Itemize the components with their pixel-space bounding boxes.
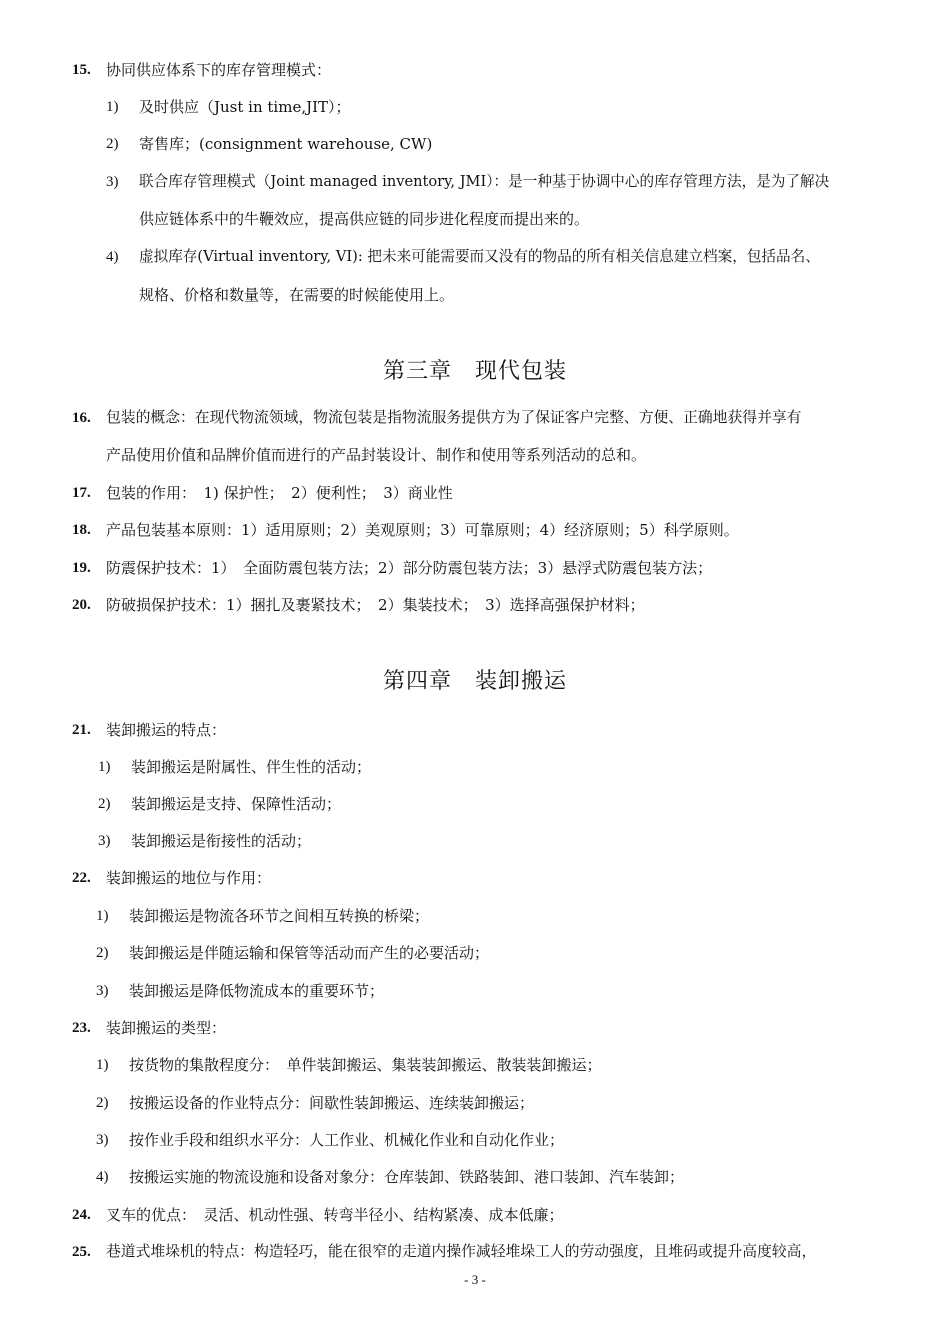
- sub-number: 1): [96, 1057, 109, 1073]
- item-text: 叉车的优点： 灵活、机动性强、转弯半径小、结构紧凑、成本低廉；: [106, 1206, 564, 1224]
- sub-number: 2): [98, 796, 111, 812]
- item-text: 产品包装基本原则：1）适用原则；2）美观原则；3）可靠原则；4）经济原则；5）科学原则。: [106, 521, 739, 539]
- sub-text: 装卸搬运是降低物流成本的重要环节；: [129, 982, 385, 1000]
- chapter-title: 第四章 装卸搬运: [382, 669, 567, 694]
- sub-text: 装卸搬运是衔接性的活动；: [131, 832, 312, 850]
- sub-text: 按搬运设备的作业特点分：间歇性装卸搬运、连续装卸搬运；: [129, 1094, 535, 1112]
- sub-number: 3): [96, 1132, 109, 1148]
- sub-number: 3): [106, 174, 119, 190]
- item-number: 23.: [72, 1020, 91, 1036]
- sub-text-continuation: 供应链体系中的牛鞭效应，提高供应链的同步进化程度而提出来的。: [139, 210, 590, 228]
- sub-number: 1): [98, 759, 111, 775]
- item-number: 16.: [72, 410, 91, 426]
- sub-number: 1): [106, 99, 119, 115]
- sub-text: 按作业手段和组织水平分：人工作业、机械化作业和自动化作业；: [129, 1131, 565, 1149]
- chapter-title: 第三章 现代包装: [382, 359, 567, 384]
- item-number: 17.: [72, 485, 91, 501]
- item-number: 21.: [72, 722, 91, 738]
- sub-text: 及时供应（Just in time,JIT）；: [139, 98, 351, 116]
- item-text-continuation: 产品使用价值和品牌价值而进行的产品封装设计、制作和使用等系列活动的总和。: [106, 446, 647, 464]
- sub-text: 按搬运实施的物流设施和设备对象分：仓库装卸、铁路装卸、港口装卸、汽车装卸；: [129, 1168, 685, 1186]
- sub-text: 按货物的集散程度分： 单件装卸搬运、集装装卸搬运、散装装卸搬运；: [129, 1056, 602, 1074]
- page-number: - 3 -: [464, 1272, 486, 1287]
- sub-text: 虚拟库存(Virtual inventory, VI): 把未来可能需要而又没有的物品的所有相关信息建立档案，包括品名、: [139, 248, 820, 265]
- sub-text-continuation: 规格、价格和数量等，在需要的时候能使用上。: [139, 286, 455, 304]
- sub-text: 装卸搬运是支持、保障性活动；: [131, 795, 342, 813]
- sub-text: 寄售库；(consignment warehouse, CW): [139, 135, 433, 153]
- item-number: 20.: [72, 597, 91, 613]
- item-number: 24.: [72, 1207, 91, 1223]
- sub-number: 2): [96, 1095, 109, 1111]
- sub-text: 联合库存管理模式（Joint managed inventory, JMI）：是一种基于协调中心的库存管理方法，是为了解决: [139, 173, 830, 190]
- item-number: 22.: [72, 870, 91, 886]
- item-number: 25.: [72, 1244, 91, 1260]
- item-heading: 装卸搬运的类型：: [106, 1019, 227, 1037]
- item-heading: 装卸搬运的地位与作用：: [106, 869, 272, 887]
- item-heading: 装卸搬运的特点：: [106, 721, 227, 739]
- sub-number: 4): [106, 249, 119, 265]
- item-text: 防震保护技术：1） 全面防震包装方法；2）部分防震包装方法；3）悬浮式防震包装方法；: [106, 559, 713, 577]
- sub-text: 装卸搬运是附属性、伴生性的活动；: [131, 758, 372, 776]
- item-text: 包装的概念：在现代物流领域，物流包装是指物流服务提供方为了保证客户完整、方便、正确地获得并享有: [106, 409, 802, 426]
- sub-text: 装卸搬运是伴随运输和保管等活动而产生的必要活动；: [129, 944, 490, 962]
- sub-number: 2): [96, 945, 109, 961]
- item-number: 19.: [72, 560, 91, 576]
- item-number: 15.: [72, 62, 91, 78]
- sub-number: 1): [96, 908, 109, 924]
- item-text: 巷道式堆垛机的特点：构造轻巧，能在很窄的走道内操作减轻堆垛工人的劳动强度，且堆码或提升高度较高，: [106, 1243, 817, 1260]
- sub-number: 3): [98, 833, 111, 849]
- sub-text: 装卸搬运是物流各环节之间相互转换的桥梁；: [129, 907, 430, 925]
- sub-number: 4): [96, 1169, 109, 1185]
- sub-number: 2): [106, 136, 119, 152]
- item-text: 防破损保护技术：1）捆扎及裹紧技术； 2）集装技术； 3）选择高强保护材料；: [106, 596, 645, 614]
- sub-number: 3): [96, 983, 109, 999]
- item-text: 包装的作用： 1) 保护性； 2）便利性； 3）商业性: [106, 484, 453, 502]
- item-number: 18.: [72, 522, 91, 538]
- item-heading: 协同供应体系下的库存管理模式：: [106, 61, 332, 79]
